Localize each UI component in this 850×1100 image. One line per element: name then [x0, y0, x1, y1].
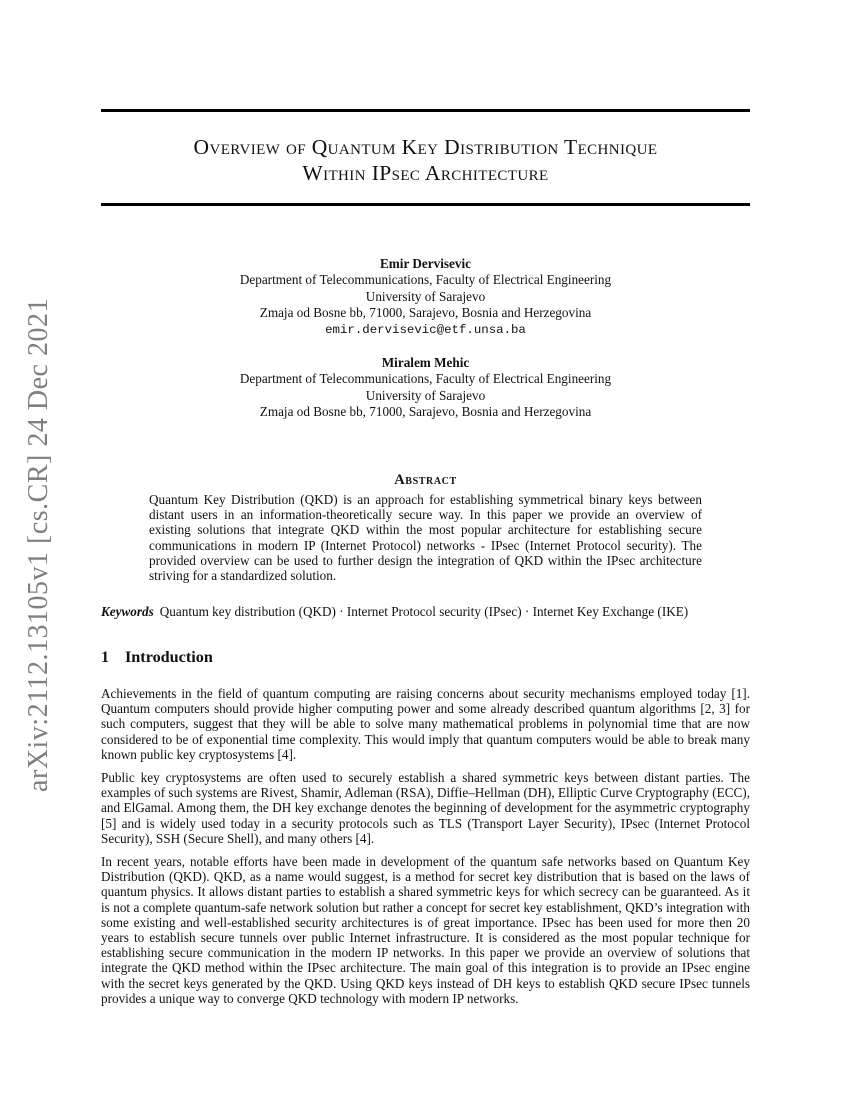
author-address: Zmaja od Bosne bb, 71000, Sarajevo, Bosnia and Herzegovina [259, 404, 592, 420]
abstract-heading: Abstract [394, 472, 457, 488]
keywords-text: Quantum key distribution (QKD) · Internet Protocol security (IPsec) · Internet Key Exchange (IKE) [159, 604, 689, 619]
paper-title-line-1: Overview of Quantum Key Distribution Technique [193, 135, 658, 159]
author-university: University of Sarajevo [365, 288, 486, 304]
section-title: Introduction [125, 648, 213, 666]
title-top-rule [101, 109, 750, 112]
author-email[interactable]: emir.dervisevic@etf.unsa.ba [325, 322, 526, 337]
author-address: Zmaja od Bosne bb, 71000, Sarajevo, Bosnia and Herzegovina [259, 305, 592, 321]
section-heading [101, 648, 213, 667]
author-department: Department of Telecommunications, Faculty of Electrical Engineering [239, 371, 612, 387]
arxiv-stamp-text: arXiv:2112.13105v1 [cs.CR] 24 Dec 2021 [23, 298, 54, 792]
keywords [101, 604, 750, 620]
keywords-label: Keywords [101, 604, 154, 619]
section-body [101, 686, 750, 1014]
arxiv-stamp [16, 295, 62, 795]
author-university: University of Sarajevo [365, 387, 486, 403]
paragraph: Achievements in the field of quantum computing are raising concerns about security mechanisms employed today [1]. Quantum computers should provide higher computing power and some already described quantum algorithms [2, 3] for such computers, suggest that they will be able to solve many mathematical problems in polynomial time that are now considered to be of exponential time complexity. This would imply that quantum computers would be able to break many known public key cryptosystems [4]. [101, 686, 750, 762]
author-block-1 [101, 256, 750, 338]
paper-title [101, 134, 750, 186]
author-name: Miralem Mehic [381, 355, 470, 370]
title-bottom-rule [101, 203, 750, 206]
author-department: Department of Telecommunications, Faculty of Electrical Engineering [239, 272, 612, 288]
paragraph: Public key cryptosystems are often used to securely establish a shared symmetric keys between distant parties. The examples of such systems are Rivest, Shamir, Adleman (RSA), Diffie–Hellman (DH), Elliptic Curve Cryptography (ECC), and ElGamal. Among them, the DH key exchange denotes the beginning of development for the asymmetric cryptography [5] and is widely used today in a security protocols such as TLS (Transport Layer Security), IPsec (Internet Protocol Security), SSH (Secure Shell), and many others [4]. [101, 770, 750, 846]
section-number: 1 [101, 648, 110, 666]
paper-title-line-2: Within IPsec Architecture [302, 161, 549, 185]
author-block-2 [101, 355, 750, 421]
abstract-text: Quantum Key Distribution (QKD) is an approach for establishing symmetrical binary keys between distant users in an information-theoretically secure way. In this paper we provide an overview of existing solutions that integrate QKD within the most popular architecture for establishing secure communications in modern IP (Internet Protocol) networks - IPsec (Internet Protocol security). The provided overview can be used to further design the integration of QKD within the IPsec architecture striving for a standardized solution. [149, 492, 702, 584]
paragraph: In recent years, notable efforts have been made in development of the quantum safe networks based on Quantum Key Distribution (QKD). QKD, as a name would suggest, is a method for secret key distribution that is based on the laws of quantum physics. It allows distant parties to establish a shared symmetric keys for which secrecy can be guaranteed. As it is not a complete quantum-safe network solution but rather a concept for secret key establishment, QKD’s integration with some existing and well-established security architectures is of great importance. IPsec has been used for more then 20 years to establish secure tunnels over public Internet infrastructure. It is considered as the most popular technique for establishing secure communication in the modern IP networks. In this paper we provide an overview of solutions that integrate the QKD method within the IPsec architecture. The main goal of this integration is to provide an IPsec engine with the secret keys generated by the QKD. Using QKD keys instead of DH keys to establish QKD secure IPsec tunnels provides a unique way to converge QKD technology with modern IP networks. [101, 854, 750, 1006]
author-name: Emir Dervisevic [380, 256, 471, 271]
